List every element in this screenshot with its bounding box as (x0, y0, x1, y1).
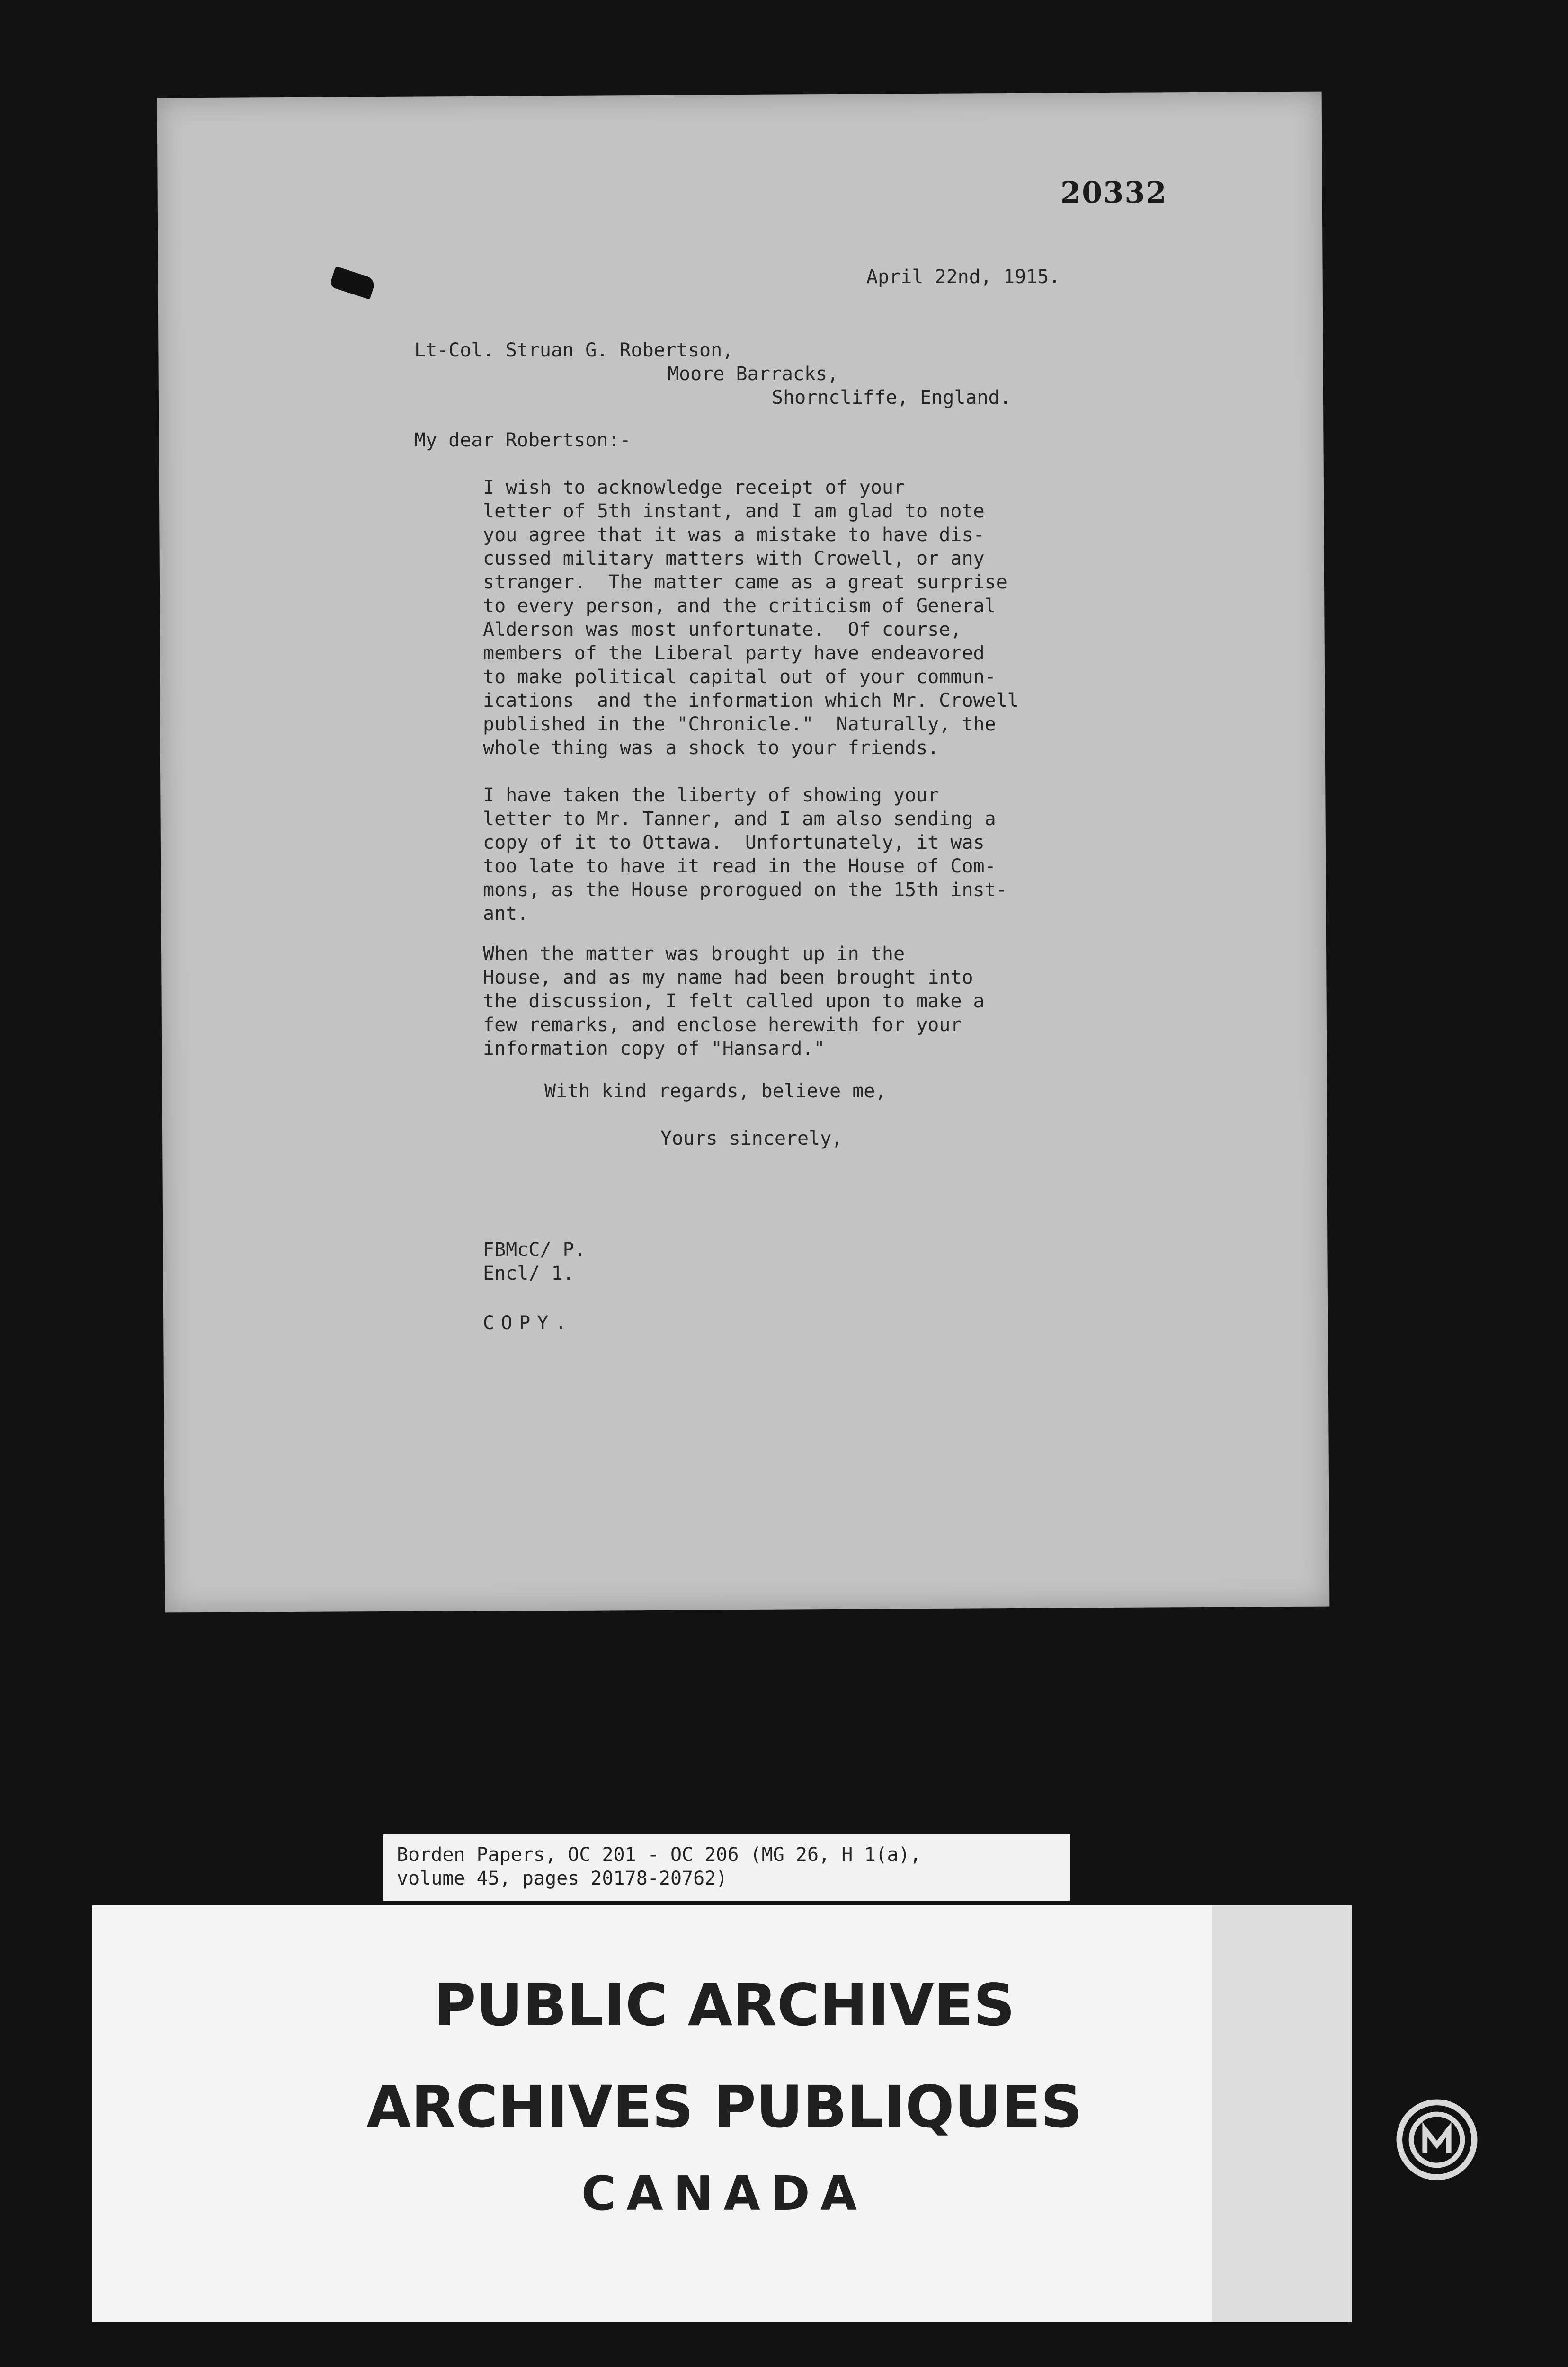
enclosure-note: Encl/ 1. (483, 1263, 574, 1284)
sign-off: Yours sincerely, (660, 1128, 843, 1149)
letter-date: April 22nd, 1915. (866, 266, 1060, 288)
reference-initials: FBMcC/ P. (483, 1239, 586, 1261)
body-paragraph-1: I wish to acknowledge receipt of your letter of 5th instant, and I am glad to note you agree that it was a mistake to have dis- cussed military matters with Crowell, or any stranger. The matter came as a great surprise to every person, and the criticism of General Alderson was most unfortunate. Of course, members of the Liberal party have endeavored to make political capital out of your commun- ications and the information which Mr. Crowell published in the "Chronicle." Naturally, the whole thing was a shock to your friends. (483, 477, 1019, 759)
collection-caption (383, 1834, 1070, 1901)
stamp-line-french: ARCHIVES PUBLIQUES (366, 2073, 1083, 2141)
body-paragraph-3: When the matter was brought up in the House, and as my name had been brought into the discussion, I felt called upon to make a few remarks, and enclose herewith for your information copy of "Hansard." (483, 943, 985, 1059)
salutation: My dear Robertson:- (414, 429, 631, 451)
body-paragraph-2: I have taken the liberty of showing your letter to Mr. Tanner, and I am also sending a copy of it to Ottawa. Unfortunately, it was too late to have it read in the House of Com- mons, as the House prorogued on the 15th inst- ant. (483, 784, 1007, 925)
closing-line: With kind regards, believe me, (544, 1080, 887, 1102)
caption-line-1: Borden Papers, OC 201 - OC 206 (MG 26, H 1(a), (397, 1844, 921, 1866)
stamp-line-country: CANADA (581, 2166, 868, 2221)
document-number: 20332 (1060, 175, 1167, 210)
archives-monogram-logo-icon (1394, 2097, 1479, 2182)
recipient-name: Lt-Col. Struan G. Robertson, (414, 339, 734, 361)
caption-line-2: volume 45, pages 20178-20762) (397, 1868, 728, 1889)
recipient-address-line: Moore Barracks, (668, 363, 839, 385)
stamp-line-english: PUBLIC ARCHIVES (434, 1972, 1015, 2039)
copy-mark: COPY. (483, 1312, 573, 1334)
recipient-address-line: Shorncliffe, England. (772, 387, 1011, 409)
